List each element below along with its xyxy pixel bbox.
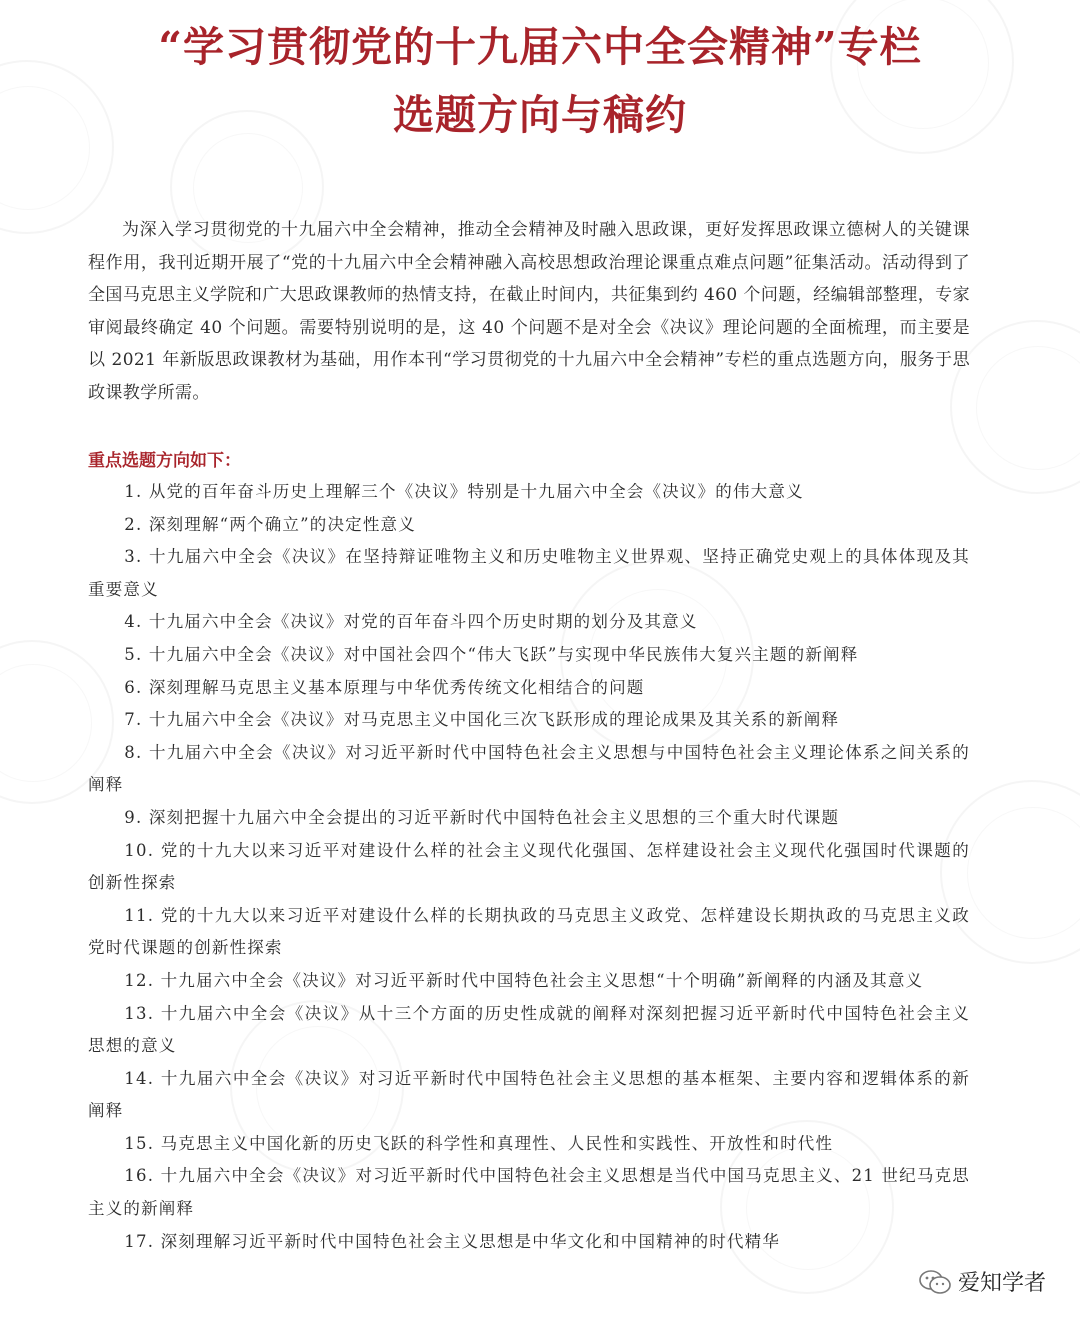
topic-item: 5. 十九届六中全会《决议》对中国社会四个“伟大飞跃”与实现中华民族伟大复兴主题的新阐释 [124, 644, 859, 664]
topic-item: 17. 深刻理解习近平新时代中国特色社会主义思想是中华文化和中国精神的时代精华 [124, 1231, 781, 1251]
topic-list [88, 476, 970, 1258]
topic-item: 4. 十九届六中全会《决议》对党的百年奋斗四个历史时期的划分及其意义 [124, 612, 698, 632]
account-watermark [918, 1266, 1046, 1297]
topic-item: 1. 从党的百年奋斗历史上理解三个《决议》特别是十九届六中全会《决议》的伟大意义 [124, 482, 804, 501]
topic-item: 11. 党的十九大以来习近平对建设什么样的长期执政的马克思主义政党、怎样建设长期执政的马克思主义政党时代课题的创新性探索 [88, 905, 970, 958]
page-title-line2: 选题方向与稿约 [393, 91, 687, 139]
intro-paragraph: 为深入学习贯彻党的十九届六中全会精神，推动全会精神及时融入思政课，更好发挥思政课立德树人的关键课程作用，我刊近期开展了“党的十九届六中全会精神融入高校思想政治理论课重点难点问题”征集活动。活动得到了全国马克思主义学院和广大思政课教师的热情支持，在截止时间内，共征集到约 460 个问题，经编辑部整理，专家审阅最终确定 40 个问题。需要特别说明的是，这 40 个问题不是对全会《决议》理论问题的全面梳理，而主要是以 2021 年新版思政课教材为基础，用作本刊“学习贯彻党的十九届六中全会精神”专栏的重点选题方向，服务于思政课教学所需。 [88, 220, 970, 403]
wechat-official-account-icon [918, 1268, 952, 1296]
topic-item: 3. 十九届六中全会《决议》在坚持辩证唯物主义和历史唯物主义世界观、坚持正确党史观上的具体体现及其重要意义 [88, 547, 970, 599]
topic-item: 7. 十九届六中全会《决议》对马克思主义中国化三次飞跃形成的理论成果及其关系的新阐释 [124, 710, 840, 730]
watermark-seal [0, 60, 114, 234]
topic-item: 9. 深刻把握十九届六中全会提出的习近平新时代中国特色社会主义思想的三个重大时代课题 [124, 807, 840, 827]
topic-item: 8. 十九届六中全会《决议》对习近平新时代中国特色社会主义思想与中国特色社会主义理论体系之间关系的阐释 [88, 742, 970, 795]
page-title-line1: “学习贯彻党的十九届六中全会精神”专栏 [158, 23, 922, 71]
topic-item: 6. 深刻理解马克思主义基本原理与中华优秀传统文化相结合的问题 [124, 677, 645, 697]
topic-item: 15. 马克思主义中国化新的历史飞跃的科学性和真理性、人民性和实践性、开放性和时代性 [124, 1133, 834, 1153]
topic-item: 13. 十九届六中全会《决议》从十三个方面的历史性成就的阐释对深刻把握习近平新时代中国特色社会主义思想的意义 [88, 1003, 970, 1056]
section-label: 重点选题方向如下： [88, 451, 241, 471]
account-name: 爱知学者 [957, 1271, 1046, 1296]
topic-item: 16. 十九届六中全会《决议》对习近平新时代中国特色社会主义思想是当代中国马克思主义、21 世纪马克思主义的新阐释 [88, 1166, 970, 1219]
topic-item: 10. 党的十九大以来习近平对建设什么样的社会主义现代化强国、怎样建设社会主义现代化强国时代课题的创新性探索 [88, 840, 970, 893]
topic-item: 14. 十九届六中全会《决议》对习近平新时代中国特色社会主义思想的基本框架、主要内容和逻辑体系的新阐释 [88, 1068, 970, 1121]
topic-item: 12. 十九届六中全会《决议》对习近平新时代中国特色社会主义思想“十个明确”新阐释的内涵及其意义 [124, 970, 924, 990]
topic-item: 2. 深刻理解“两个确立”的决定性意义 [124, 514, 416, 534]
